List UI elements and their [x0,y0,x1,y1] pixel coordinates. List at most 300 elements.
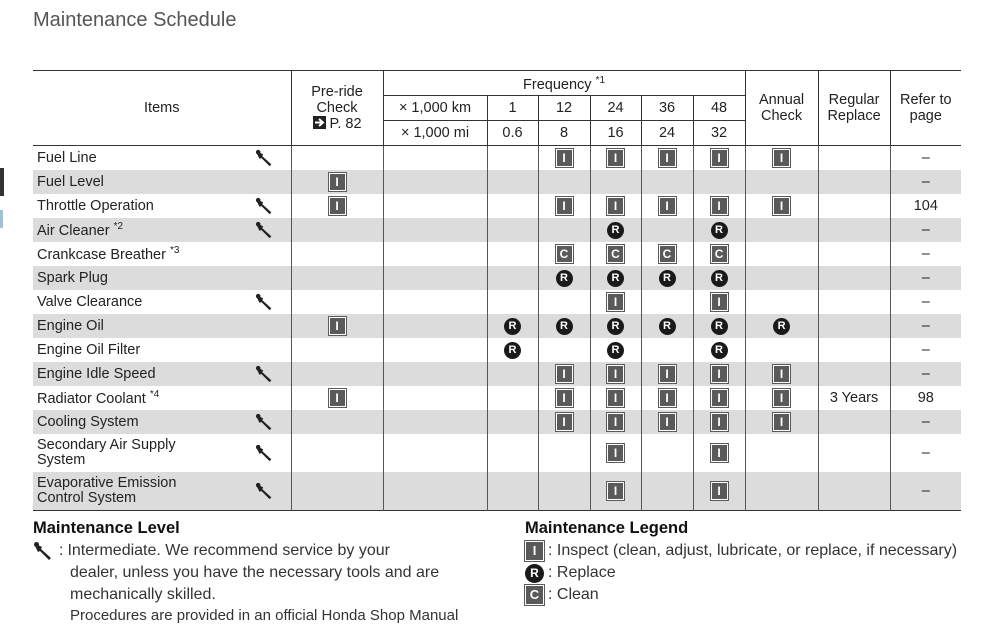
frequency-cell [641,472,693,511]
preride-cell [291,386,383,410]
frequency-cell [538,242,590,266]
inspect-badge: I [773,389,790,407]
annual-label-1: Annual [758,92,805,108]
frequency-cell [641,338,693,362]
inspect-badge: I [711,413,728,431]
frequency-cell [693,266,745,290]
item-label: Valve Clearance [37,294,143,310]
regular-cell [818,194,890,218]
refer-cell: – [890,314,961,338]
clean-badge: C [711,245,728,263]
annual-cell [745,434,818,472]
inspect-badge: I [556,365,573,383]
item-line: Secondary Air Supply [37,437,176,453]
item-label: Air Cleaner [37,222,110,239]
annual-cell [745,194,818,218]
annual-header [745,71,818,146]
replace-badge: R [504,318,521,335]
frequency-cell [538,266,590,290]
replace-badge: R [607,318,624,335]
table-row [33,386,961,410]
item-label: Radiator Coolant [37,390,146,407]
replace-badge: R [556,270,573,287]
page-title: Maintenance Schedule [33,9,237,31]
frequency-cell [538,170,590,194]
frequency-cell [693,362,745,386]
annual-cell [745,290,818,314]
preride-cell [291,314,383,338]
level-cell [240,146,291,170]
inspect-badge: I [329,317,346,335]
preride-cell [291,242,383,266]
frequency-cell [538,472,590,511]
inspect-badge: I [607,444,624,462]
wrench-icon [255,220,275,240]
frequency-cell [641,146,693,170]
frequency-cell [590,218,641,242]
item-label: Engine Oil [37,318,104,334]
frequency-cell [487,410,538,434]
replace-badge: R [504,342,521,359]
inspect-badge: I [607,197,624,215]
annual-cell [745,362,818,386]
frequency-cell [487,338,538,362]
preride-cell [291,146,383,170]
frequency-cell [641,242,693,266]
items-header: Items [33,71,291,146]
level-separator: : [59,542,64,560]
clean-badge: C [659,245,676,263]
frequency-cell [590,170,641,194]
frequency-cell [590,266,641,290]
level-cell [240,194,291,218]
level-title: Maintenance Level [33,519,180,537]
inspect-badge: I [556,197,573,215]
km-cell [383,314,487,338]
regular-cell: 3 Years [818,386,890,410]
refer-cell: – [890,146,961,170]
frequency-cell [487,146,538,170]
inspect-badge: I [556,149,573,167]
km-cell [383,146,487,170]
maintenance-level [33,519,493,627]
frequency-cell [641,410,693,434]
regular-cell [818,266,890,290]
frequency-cell [590,338,641,362]
side-tab-accent [0,210,3,228]
replace-badge: R [711,270,728,287]
replace-badge: R [556,318,573,335]
item-cell [33,410,240,434]
preride-label-1: Pre-ride [311,84,363,100]
level-cell [240,434,291,472]
preride-cell [291,362,383,386]
item-label: Spark Plug [37,270,108,286]
frequency-cell [693,290,745,314]
refer-cell: – [890,434,961,472]
refer-cell: – [890,218,961,242]
annual-cell [745,218,818,242]
frequency-cell [693,242,745,266]
table-row [33,434,961,472]
regular-cell [818,218,890,242]
km-value: 12 [538,96,590,121]
frequency-cell [590,410,641,434]
clean-icon: C [525,585,544,605]
table-row [33,410,961,434]
item-label: Crankcase Breather [37,246,166,263]
frequency-cell [590,386,641,410]
preride-ref-text: P. 82 [329,116,362,132]
item-cell [33,386,240,410]
frequency-cell [590,314,641,338]
inspect-badge: I [773,149,790,167]
clean-badge: C [556,245,573,263]
frequency-cell [487,266,538,290]
inspect-badge: I [329,389,346,407]
frequency-cell [641,194,693,218]
preride-cell [291,338,383,362]
frequency-header [383,71,745,96]
km-cell [383,338,487,362]
level-cell [240,472,291,511]
table-header [33,71,961,147]
frequency-cell [538,218,590,242]
replace-badge: R [607,342,624,359]
item-cell [33,242,240,266]
refer-cell: 104 [890,194,961,218]
regular-label-1: Regular [828,92,880,108]
frequency-cell [487,242,538,266]
annual-cell [745,338,818,362]
frequency-cell [590,434,641,472]
frequency-cell [641,218,693,242]
level-text-4: Procedures are provided in an official Honda Shop Manual [70,607,459,624]
item-cell [33,218,240,242]
item-cell [33,314,240,338]
item-cell [33,362,240,386]
mi-value: 24 [641,121,693,146]
inspect-text: : Inspect (clean, adjust, lubricate, or replace, if necessary) [548,542,958,560]
preride-cell [291,218,383,242]
frequency-cell [487,218,538,242]
frequency-cell [693,386,745,410]
inspect-badge: I [773,413,790,431]
frequency-cell [487,194,538,218]
frequency-cell [590,362,641,386]
inspect-badge: I [329,197,346,215]
km-cell [383,218,487,242]
annual-cell [745,242,818,266]
inspect-badge: I [607,389,624,407]
annual-cell [745,386,818,410]
item-label: Cooling System [37,414,139,430]
inspect-badge: I [659,149,676,167]
frequency-cell [538,146,590,170]
table-row [33,146,961,170]
level-cell [240,362,291,386]
inspect-badge: I [711,293,728,311]
inspect-icon: I [525,541,544,561]
mi-value: 32 [693,121,745,146]
frequency-cell [693,146,745,170]
refer-cell: – [890,170,961,194]
preride-cell [291,290,383,314]
wrench-icon [255,292,275,312]
frequency-cell [641,170,693,194]
frequency-label: Frequency [523,76,592,93]
preride-cell [291,194,383,218]
regular-label-2: Replace [827,108,881,124]
regular-cell [818,338,890,362]
table-row [33,218,961,242]
regular-header [818,71,890,146]
inspect-badge: I [773,365,790,383]
frequency-note: *1 [595,75,606,87]
level-cell [240,266,291,290]
frequency-cell [538,410,590,434]
km-cell [383,472,487,511]
preride-cell [291,266,383,290]
table-row [33,362,961,386]
table-body [33,146,961,511]
frequency-cell [641,362,693,386]
inspect-badge: I [773,197,790,215]
km-cell [383,362,487,386]
frequency-cell [538,434,590,472]
wrench-icon [255,196,275,216]
frequency-cell [538,314,590,338]
replace-badge: R [607,270,624,287]
km-value: 36 [641,96,693,121]
wrench-icon [255,481,275,501]
item-label: Fuel Level [37,174,104,190]
km-value: 24 [590,96,641,121]
mi-label: × 1,000 mi [383,121,487,146]
frequency-cell [641,314,693,338]
item-label: Engine Idle Speed [37,366,156,382]
preride-page-ref [292,116,383,132]
level-cell [240,242,291,266]
level-cell [240,170,291,194]
inspect-badge: I [659,197,676,215]
wrench-icon [255,364,275,384]
frequency-cell [590,146,641,170]
inspect-badge: I [556,413,573,431]
regular-cell [818,146,890,170]
replace-badge: R [711,318,728,335]
km-cell [383,170,487,194]
inspect-badge: I [607,413,624,431]
item-note: *4 [149,389,160,401]
item-line: System [37,452,86,468]
refer-cell: – [890,242,961,266]
item-note: *3 [169,245,180,257]
refer-header [890,71,961,146]
item-cell [33,194,240,218]
refer-cell: – [890,362,961,386]
km-cell [383,290,487,314]
annual-cell [745,410,818,434]
annual-cell [745,146,818,170]
frequency-cell [590,290,641,314]
preride-cell [291,170,383,194]
maintenance-table [33,70,961,511]
refer-cell: – [890,472,961,511]
preride-cell [291,472,383,511]
table-row [33,194,961,218]
annual-cell [745,472,818,511]
item-label: Fuel Line [37,150,97,166]
annual-cell [745,266,818,290]
replace-badge: R [607,222,624,239]
frequency-cell [693,194,745,218]
refer-cell: – [890,410,961,434]
annual-cell [745,170,818,194]
regular-cell [818,170,890,194]
frequency-cell [693,338,745,362]
level-cell [240,218,291,242]
wrench-icon [255,443,275,463]
preride-cell [291,410,383,434]
item-cell [33,290,240,314]
frequency-cell [487,472,538,511]
frequency-cell [538,386,590,410]
frequency-cell [693,472,745,511]
km-cell [383,386,487,410]
level-text-3: mechanically skilled. [70,585,216,603]
inspect-badge: I [711,482,728,500]
table-row [33,170,961,194]
item-cell [33,146,240,170]
replace-badge: R [773,318,790,335]
item-cell [33,170,240,194]
frequency-cell [641,290,693,314]
inspect-badge: I [711,389,728,407]
wrench-icon [255,148,275,168]
frequency-cell [538,338,590,362]
level-text-1: Intermediate. We recommend service by your [67,542,390,560]
table-row [33,242,961,266]
level-cell [240,386,291,410]
inspect-badge: I [607,482,624,500]
preride-label-2: Check [316,100,358,116]
item-label: Engine Oil Filter [37,342,141,358]
wrench-icon [33,541,55,561]
annual-cell [745,314,818,338]
regular-cell [818,362,890,386]
regular-cell [818,434,890,472]
inspect-badge: I [607,293,624,311]
replace-badge: R [711,342,728,359]
frequency-cell [590,472,641,511]
level-text-2: dealer, unless you have the necessary tools and are [70,564,440,581]
item-line: Control System [37,490,137,506]
inspect-badge: I [711,197,728,215]
item-note: *2 [113,221,124,233]
refer-cell: – [890,290,961,314]
frequency-cell [693,218,745,242]
arrow-right-icon [313,116,326,129]
frequency-cell [487,290,538,314]
frequency-cell [693,314,745,338]
item-cell [33,338,240,362]
clean-text: : Clean [548,586,599,604]
km-cell [383,410,487,434]
preride-cell [291,434,383,472]
table-row [33,290,961,314]
refer-cell: – [890,266,961,290]
side-tab-marker [0,168,4,196]
km-label: × 1,000 km [383,96,487,121]
frequency-cell [641,434,693,472]
frequency-cell [487,434,538,472]
legend-title: Maintenance Legend [525,519,689,537]
frequency-cell [487,170,538,194]
replace-badge: R [711,222,728,239]
level-cell [240,410,291,434]
level-cell [240,314,291,338]
refer-label-1: Refer to [900,92,952,108]
frequency-cell [590,242,641,266]
frequency-cell [693,170,745,194]
frequency-cell [693,410,745,434]
regular-cell [818,314,890,338]
table-row [33,472,961,511]
regular-cell [818,472,890,511]
frequency-cell [538,194,590,218]
table-row [33,266,961,290]
frequency-cell [538,362,590,386]
regular-cell [818,410,890,434]
preride-header [291,71,383,146]
frequency-cell [590,194,641,218]
km-cell [383,242,487,266]
regular-cell [818,290,890,314]
inspect-badge: I [607,365,624,383]
frequency-cell [641,266,693,290]
item-label: Throttle Operation [37,198,154,214]
km-value: 48 [693,96,745,121]
item-cell [33,266,240,290]
refer-cell: 98 [890,386,961,410]
inspect-badge: I [659,365,676,383]
refer-cell: – [890,338,961,362]
inspect-badge: I [711,444,728,462]
clean-badge: C [607,245,624,263]
maintenance-legend [525,519,985,606]
item-line: Evaporative Emission [37,475,177,491]
inspect-badge: I [607,149,624,167]
km-cell [383,434,487,472]
inspect-badge: I [711,149,728,167]
inspect-badge: I [329,173,346,191]
item-cell [33,472,240,511]
mi-value: 8 [538,121,590,146]
regular-cell [818,242,890,266]
frequency-cell [487,314,538,338]
frequency-cell [487,362,538,386]
table-row [33,338,961,362]
item-cell [33,434,240,472]
inspect-badge: I [556,389,573,407]
level-cell [240,290,291,314]
mi-value: 0.6 [487,121,538,146]
level-cell [240,338,291,362]
km-cell [383,266,487,290]
table-row [33,314,961,338]
wrench-icon [255,412,275,432]
